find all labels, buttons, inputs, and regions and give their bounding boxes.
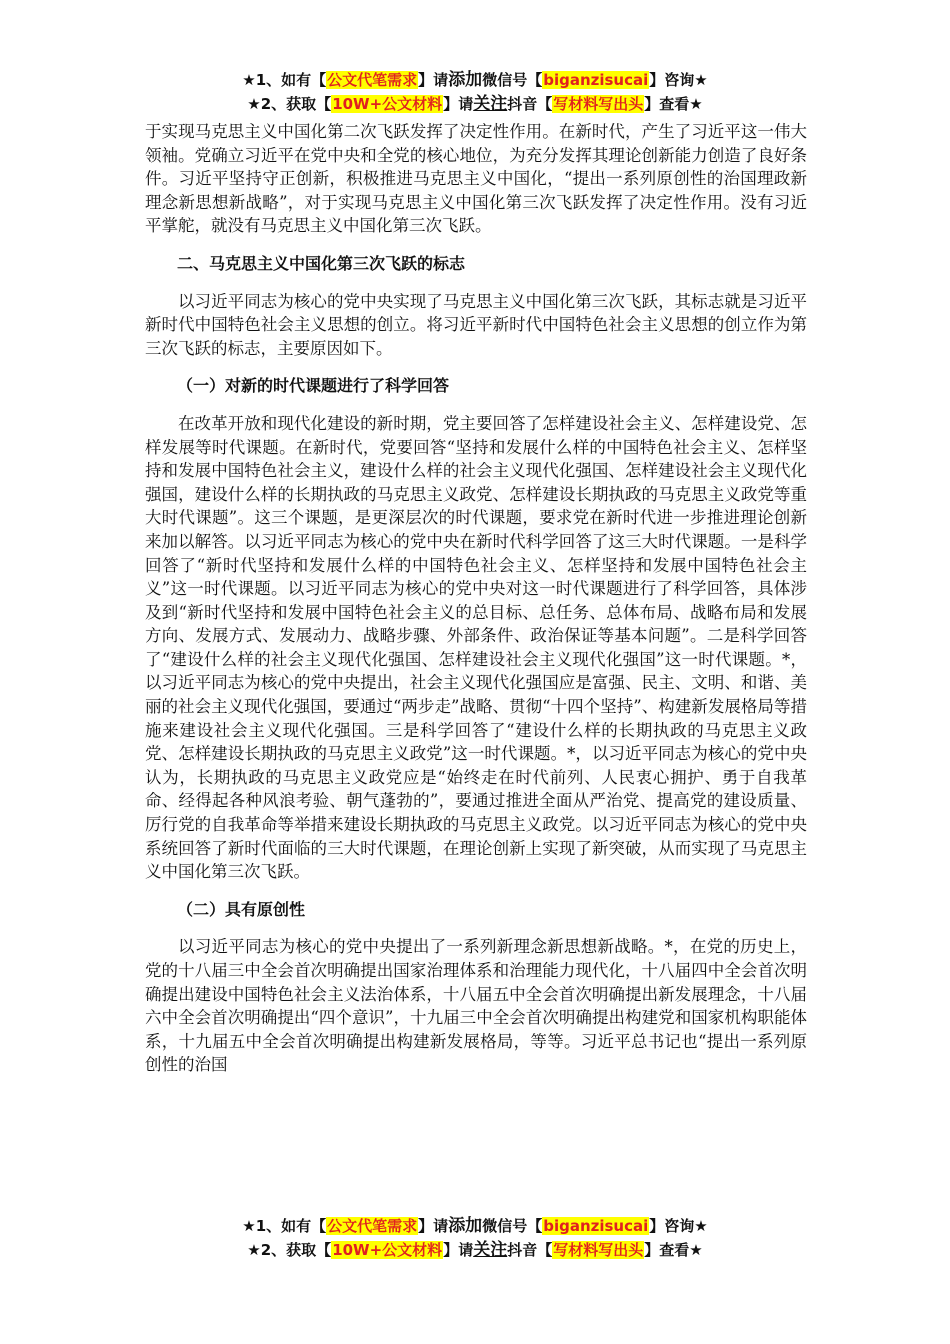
paragraph-4: 以习近平同志为核心的党中央提出了一系列新理念新思想新战略。*，在党的历史上，党的十八届三中全会首次明确提出国家治理体系和治理能力现代化，十八届四中全会首次明确提出建设中国特色社会主义法治体系，十八届五中全会首次明确提出新发展理念，十八届六中全会首次明确提出“四个意识”，十九届三中全会首次明确提出构建党和国家机构职能体系，十九届五中全会首次明确提出构建新发展格局，等等。习近平总书记也“提出一系列原创性的治国: [145, 937, 807, 1075]
highlight-douyin-account: 写材料写出头: [553, 1241, 644, 1259]
highlight-douyin-account: 写材料写出头: [553, 95, 644, 113]
highlight-materials: 10W+公文材料: [332, 95, 443, 113]
subsection-heading-2: （二）具有原创性: [177, 899, 306, 919]
highlight-materials: 10W+公文材料: [332, 1241, 443, 1259]
highlight-wechat-id: biganzisucai: [543, 1217, 649, 1235]
subsection-heading-1: （一）对新的时代课题进行了科学回答: [177, 376, 450, 396]
promo-banner-top: [0, 68, 950, 116]
paragraph-1: 于实现马克思主义中国化第二次飞跃发挥了决定性作用。在新时代，产生了习近平这一伟大领袖。党确立习近平在党中央和全党的核心地位，为充分发挥其理论创新能力创造了良好条件。习近平坚持守正创新，积极推进马克思主义中国化，“提出一系列原创性的治国理政新理念新思想新战略”，对于实现马克思主义中国化第三次飞跃发挥了决定性作用。没有习近平掌舵，就没有马克思主义中国化第三次飞跃。: [145, 122, 807, 236]
section-heading-2: 二、马克思主义中国化第三次飞跃的标志: [177, 253, 466, 273]
promo-line-2: ★2、获取【10W+公文材料】请关注抖音【写材料写出头】查看★: [247, 94, 703, 114]
paragraph-3: 在改革开放和现代化建设的新时期，党主要回答了怎样建设社会主义、怎样建设党、怎样发展等时代课题。在新时代，党要回答“坚持和发展什么样的中国特色社会主义、怎样坚持和发展中国特色社会主义，建设什么样的社会主义现代化强国、怎样建设社会主义现代化强国，建设什么样的长期执政的马克思主义政党、怎样建设长期执政的马克思主义政党等重大时代课题”。这三个课题，是更深层次的时代课题，要求党在新时代进一步推进理论创新来加以解答。以习近平同志为核心的党中央在新时代科学回答了这三大时代课题。一是科学回答了“新时代坚持和发展什么样的中国特色社会主义、怎样坚持和发展中国特色社会主义”这一时代课题。以习近平同志为核心的党中央对这一时代课题进行了科学回答，具体涉及到“新时代坚持和发展中国特色社会主义的总目标、总任务、总体布局、战略布局和发展方向、发展方式、发展动力、战略步骤、外部条件、政治保证等基本问题”。二是科学回答了“建设什么样的社会主义现代化强国、怎样建设社会主义现代化强国”这一时代课题。*，以习近平同志为核心的党中央提出，社会主义现代化强国应是富强、民主、文明、和谐、美丽的社会主义现代化强国，要通过“两步走”战略、贯彻“十四个坚持”、构建新发展格局等措施来建设社会主义现代化强国。三是科学回答了“建设什么样的长期执政的马克思主义政党、怎样建设长期执政的马克思主义政党”这一时代课题。*，以习近平同志为核心的党中央认为，长期执政的马克思主义政党应是“始终走在时代前列、人民衷心拥护、勇于自我革命、经得起各种风浪考验、朝气蓬勃的”，要通过推进全面从严治党、提高党的建设质量、厉行党的自我革命等举措来建设长期执政的马克思主义政党。以习近平同志为核心的党中央系统回答了新时代面临的三大时代课题，在理论创新上实现了新突破，从而实现了马克思主义中国化第三次飞跃。: [145, 413, 807, 882]
promo-line-1: ★1、如有【公文代笔需求】请添加微信号【biganzisucai】咨询★: [242, 70, 708, 90]
promo-banner-bottom: [0, 1214, 950, 1262]
highlight-service: 公文代笔需求: [327, 1217, 418, 1235]
document-body: [145, 120, 807, 1077]
promo-line-2: ★2、获取【10W+公文材料】请关注抖音【写材料写出头】查看★: [247, 1240, 703, 1260]
paragraph-2: 以习近平同志为核心的党中央实现了马克思主义中国化第三次飞跃，其标志就是习近平新时代中国特色社会主义思想的创立。将习近平新时代中国特色社会主义思想的创立作为第三次飞跃的标志，主要原因如下。: [145, 291, 807, 358]
promo-line-1: ★1、如有【公文代笔需求】请添加微信号【biganzisucai】咨询★: [242, 1216, 708, 1236]
highlight-service: 公文代笔需求: [327, 71, 418, 89]
highlight-wechat-id: biganzisucai: [543, 71, 649, 89]
